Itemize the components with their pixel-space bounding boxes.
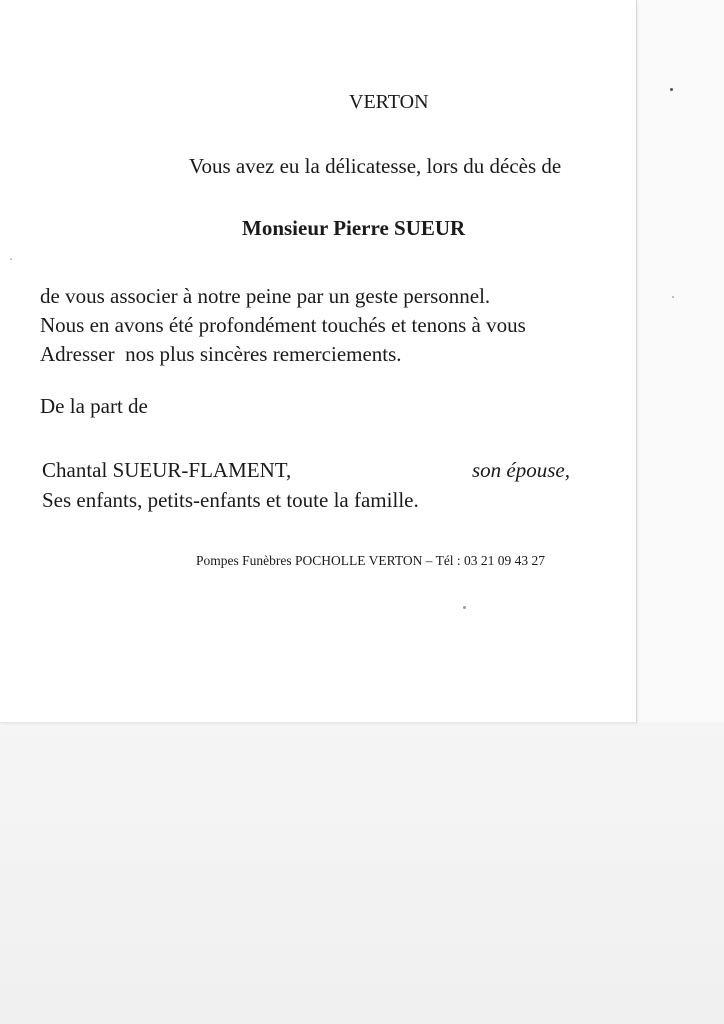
scanner-margin	[637, 0, 724, 722]
scan-speck	[10, 258, 12, 260]
scan-speck	[672, 296, 674, 298]
signer-name: Chantal SUEUR-FLAMENT,	[42, 458, 292, 482]
message-body	[40, 282, 526, 369]
card-intro: Vous avez eu la délicatesse, lors du décès de	[189, 154, 562, 178]
scan-speck	[670, 88, 673, 91]
family-line: Ses enfants, petits-enfants et toute la famille.	[42, 488, 419, 512]
message-line: de vous associer à notre peine par un geste personnel.	[40, 284, 491, 308]
card-city: VERTON	[349, 91, 429, 113]
signer-relation: son épouse,	[472, 458, 570, 482]
funeral-home-footer: Pompes Funèbres POCHOLLE VERTON – Tél : 03 21 09 43 27	[196, 553, 546, 568]
deceased-name: Monsieur Pierre SUEUR	[242, 216, 466, 240]
message-line: Adresser nos plus sincères remerciements.	[40, 342, 402, 366]
scan-speck	[463, 606, 466, 609]
message-line: Nous en avons été profondément touchés et tenons à vous	[40, 313, 526, 337]
from-label: De la part de	[40, 394, 148, 418]
